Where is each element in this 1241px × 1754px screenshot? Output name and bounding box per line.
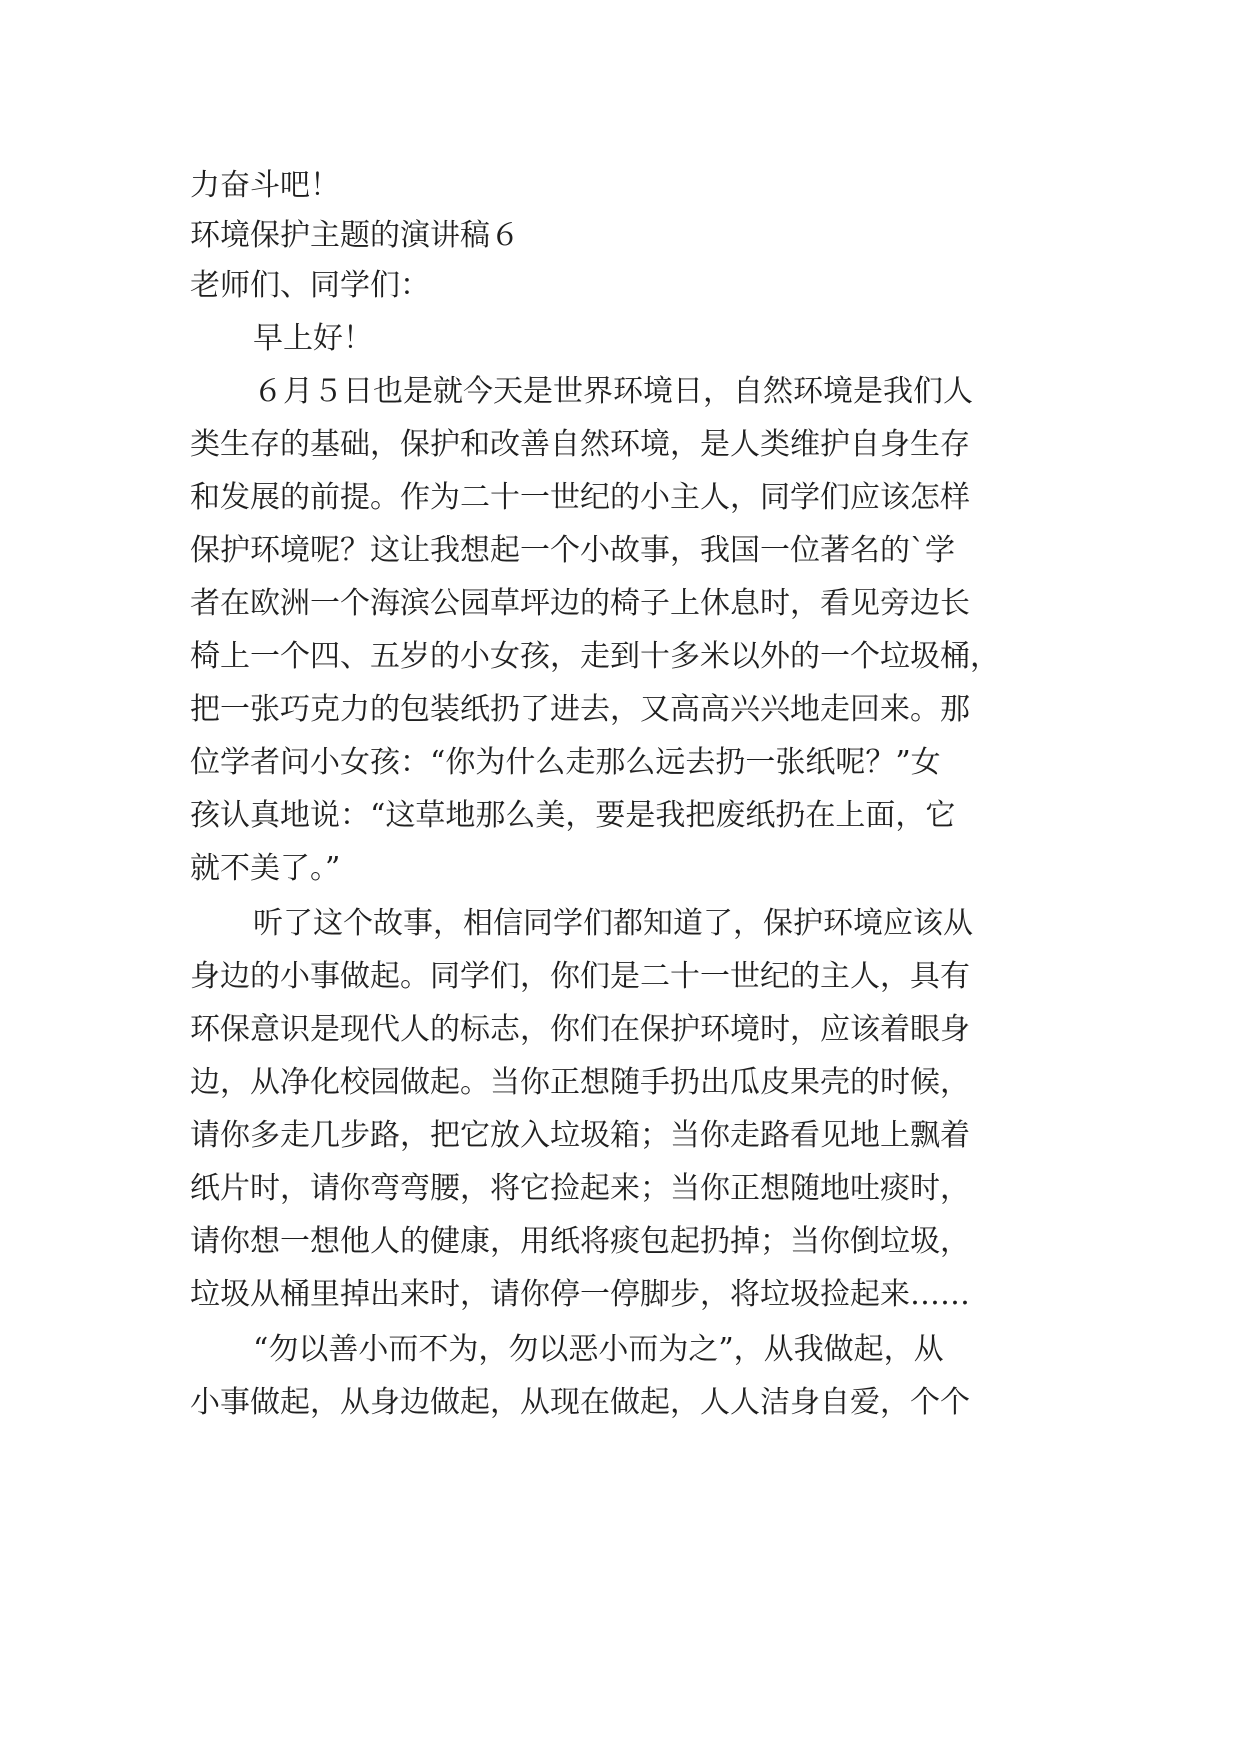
text-line: 者在欧洲一个海滨公园草坪边的椅子上休息时，看见旁边长	[190, 586, 970, 621]
text-line: 和发展的前提。作为二十一世纪的小主人，同学们应该怎样	[190, 480, 970, 515]
text-line: 听了这个故事，相信同学们都知道了，保护环境应该从	[253, 906, 973, 941]
text-line: 小事做起，从身边做起，从现在做起，人人洁身自爱，个个	[190, 1385, 970, 1420]
document-title: 环境保护主题的演讲稿６	[190, 218, 520, 253]
text-line: 请你想一想他人的健康，用纸将痰包起扔掉；当你倒垃圾，	[190, 1224, 970, 1259]
text-line: 孩认真地说：“这草地那么美，要是我把废纸扔在上面，它	[190, 798, 956, 833]
text-line: 就不美了。”	[190, 851, 341, 886]
text-line: 位学者问小女孩：“你为什么走那么远去扔一张纸呢？”女	[190, 745, 941, 780]
text-line: 力奋斗吧！	[190, 168, 340, 203]
text-line: 椅上一个四、五岁的小女孩，走到十多米以外的一个垃圾桶，	[190, 639, 1000, 674]
text-line: 把一张巧克力的包装纸扔了进去，又高高兴兴地走回来。那	[190, 692, 970, 727]
text-line: 类生存的基础，保护和改善自然环境，是人类维护自身生存	[190, 427, 970, 462]
text-line: 请你多走几步路，把它放入垃圾箱；当你走路看见地上飘着	[190, 1118, 970, 1153]
text-line: ６月５日也是就今天是世界环境日，自然环境是我们人	[253, 374, 973, 409]
text-line: “勿以善小而不为，勿以恶小而为之”，从我做起，从	[253, 1332, 944, 1367]
greeting: 早上好！	[253, 321, 373, 356]
text-line: 身边的小事做起。同学们，你们是二十一世纪的主人，具有	[190, 959, 970, 994]
text-line: 垃圾从桶里掉出来时，请你停一停脚步，将垃圾捡起来……	[190, 1277, 970, 1312]
text-line: 纸片时，请你弯弯腰，将它捡起来；当你正想随地吐痰时，	[190, 1171, 970, 1206]
salutation: 老师们、同学们：	[190, 268, 430, 303]
text-line: 边，从净化校园做起。当你正想随手扔出瓜皮果壳的时候，	[190, 1065, 970, 1100]
text-line: 环保意识是现代人的标志，你们在保护环境时，应该着眼身	[190, 1012, 970, 1047]
text-line: 保护环境呢？这让我想起一个小故事，我国一位著名的`学	[190, 533, 955, 568]
